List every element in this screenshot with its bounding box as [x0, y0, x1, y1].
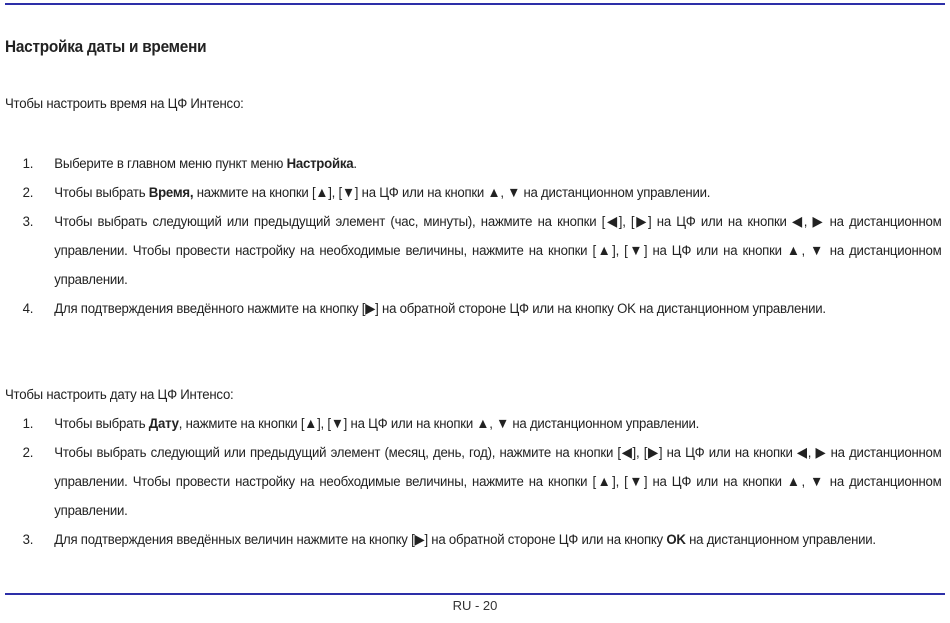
step-text-tail: нажмите на кнопки [▲], [▼] на ЦФ или на кнопки ▲, ▼ на дистанционном управлении.: [193, 185, 711, 201]
list-item: [5, 439, 942, 526]
step-number: 1.: [22, 156, 34, 172]
page-number: RU - 20: [452, 598, 498, 613]
time-intro: Чтобы настроить время на ЦФ Интенсо:: [5, 96, 244, 112]
step-text: Для подтверждения введённых величин нажмите на кнопку [▶] на обратной стороне ЦФ или на кнопку: [54, 532, 667, 548]
step-text: Чтобы выбрать: [54, 416, 149, 432]
bottom-rule: [5, 593, 945, 595]
list-item: [5, 179, 942, 208]
top-rule: [5, 3, 945, 5]
step-number: 1.: [22, 416, 34, 432]
list-item: [5, 208, 942, 295]
list-item: [5, 410, 942, 439]
step-text: Выберите в главном меню пункт меню: [54, 156, 287, 172]
step-number: 3.: [22, 214, 34, 230]
step-text: Чтобы выбрать следующий или предыдущий элемент (месяц, день, год), нажмите на кнопки [◀], [▶] на ЦФ или на кнопки ◀, ▶ на дистанционном управлении. Чтобы провести настройку на необходимые величины, нажмите на кнопки [▲], [▼] на ЦФ или на кнопки ▲, ▼ на дистанционном управлении.: [54, 445, 942, 519]
step-text-tail: .: [353, 156, 357, 172]
step-text-tail: на дистанционном управлении.: [685, 532, 876, 548]
page-title: Настройка даты и времени: [5, 38, 207, 56]
step-text-tail: , нажмите на кнопки [▲], [▼] на ЦФ или на кнопки ▲, ▼ на дистанционном управлении.: [178, 416, 700, 432]
step-bold-text: OK: [666, 532, 686, 548]
time-steps: [5, 150, 942, 324]
step-bold-text: Время,: [148, 185, 194, 201]
list-item: [5, 150, 942, 179]
date-intro: Чтобы настроить дату на ЦФ Интенсо:: [5, 387, 234, 403]
step-text: Для подтверждения введённого нажмите на кнопку [▶] на обратной стороне ЦФ или на кнопку OK на дистанционном управлении.: [54, 301, 826, 317]
step-bold-text: Настройка: [286, 156, 354, 172]
step-number: 2.: [22, 445, 34, 461]
list-item: [5, 295, 942, 324]
list-item: [5, 526, 942, 555]
step-bold-text: Дату: [148, 416, 179, 432]
step-number: 3.: [22, 532, 34, 548]
step-text: Чтобы выбрать следующий или предыдущий элемент (час, минуты), нажмите на кнопки [◀], [▶] на ЦФ или на кнопки ◀, ▶ на дистанционном управлении. Чтобы провести настройку на необходимые величины, нажмите на кнопки [▲], [▼] на ЦФ или на кнопки ▲, ▼ на дистанционном управлении.: [54, 214, 942, 288]
step-number: 4.: [22, 301, 34, 317]
step-number: 2.: [22, 185, 34, 201]
date-steps: [5, 410, 942, 555]
step-text: Чтобы выбрать: [54, 185, 149, 201]
